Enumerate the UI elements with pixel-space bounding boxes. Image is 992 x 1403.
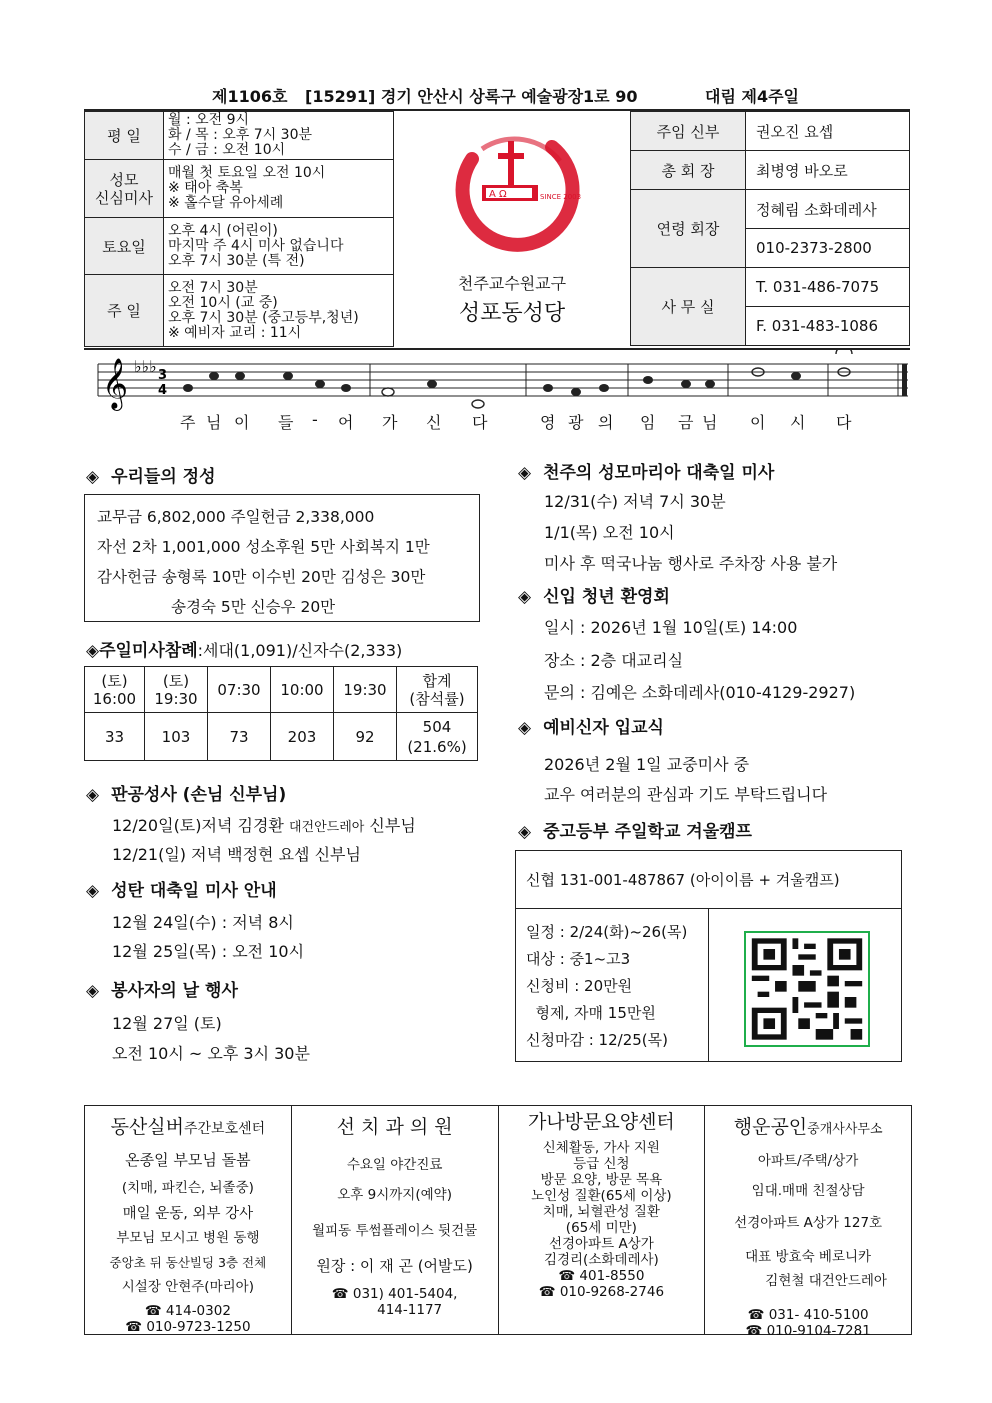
qr-code-icon	[744, 931, 870, 1047]
attendance-value-row: 33 103 73 203 92 504 (21.6%)	[85, 713, 478, 761]
staff-row: 연령 회장 정혜림 소화데레사	[631, 190, 910, 229]
info-block	[84, 109, 910, 350]
staff-row: 총 회 장 최병영 바오로	[631, 151, 910, 190]
attendance-table	[84, 666, 478, 761]
parish-logo-area	[394, 111, 630, 348]
lyric-syllable: 다	[836, 413, 852, 432]
volunteer-heading: ◈ 봉사자의 날 행사	[86, 981, 238, 1001]
confession-line: 12/21(일) 저녁 백정현 요셉 신부님	[112, 845, 361, 864]
lyric-syllable: 이	[234, 413, 250, 432]
christmas-heading: ◈ 성탄 대축일 미사 안내	[86, 881, 277, 901]
ad-dongsan-silver: 동산실버주간보호센터 온종일 부모님 돌봄 (치매, 파킨슨, 뇌졸중) 매일 운동, 외부 강사 부모님 모시고 병원 동행 중앙초 뒤 동산빌딩 3층 전체 시설장 안현주(마리아) ☎ 414-0302 ☎ 010-9723-1250	[85, 1106, 292, 1334]
phone-icon: ☎	[538, 1284, 560, 1300]
schedule-label: 주 일	[85, 275, 164, 347]
phone-icon: ☎	[331, 1286, 353, 1302]
lyric-syllable: 어	[338, 413, 354, 432]
logo-letters: A Ω	[489, 189, 507, 200]
lyric-syllable: 다	[472, 413, 488, 432]
staff-row: F. 031-483-1086	[631, 307, 910, 346]
phone-icon: ☎	[144, 1303, 166, 1319]
lyric-syllable: 신	[426, 413, 442, 432]
catechumen-heading: ◈ 예비신자 입교식	[518, 718, 664, 738]
youth-heading: ◈ 신입 청년 환영회	[518, 587, 670, 607]
lyric-syllable: 이	[750, 413, 766, 432]
svg-text:𝄞: 𝄞	[102, 358, 129, 409]
camp-box: 신협 131-001-487867 (아이이름 + 겨울캠프) 일정 : 2/24(화)~26(목) 대상 : 중1~고3 신청비 : 20만원 형제, 자매 15만원 신청마감 : 12/25(목)	[515, 850, 902, 1062]
lyric-syllable: 들	[278, 413, 294, 432]
phone-icon: ☎	[747, 1307, 769, 1323]
lyric-syllable: 시	[790, 413, 806, 432]
phone-icon: ☎	[125, 1319, 147, 1335]
staff-row: 010-2373-2800	[631, 229, 910, 268]
schedule-lines: 매월 첫 토요일 오전 10시 ※ 태아 축복 ※ 홀수달 유아세례	[164, 160, 394, 218]
diocese-name: 천주교수원교구	[457, 274, 567, 293]
offering-heading: ◈ 우리들의 정성	[86, 467, 216, 487]
parish-address: [15291] 경기 안산시 상록구 예술광장1로 90	[305, 87, 638, 106]
schedule-lines: 오후 4시 (어린이) 마지막 주 4시 미사 없습니다 오후 7시 30분 (특 전)	[164, 218, 394, 275]
diamond-bullet-icon: ◈	[518, 463, 532, 483]
diamond-bullet-icon: ◈	[86, 641, 100, 661]
schedule-label: 평 일	[85, 112, 164, 160]
schedule-row-saturday	[85, 218, 394, 275]
camp-heading: ◈ 중고등부 주일학교 겨울캠프	[518, 822, 752, 842]
diamond-bullet-icon: ◈	[86, 881, 100, 901]
schedule-row-sunday	[85, 275, 394, 347]
mass-schedule-table	[84, 111, 394, 347]
ad-haengun-realty: 행운공인중개사사무소 아파트/주택/상가 임대.매매 친절상담 선경아파트 A상가 127호 대표 방효숙 베로니카 김현철 대건안드레아 ☎ 031- 410-5100 ☎ 010-9104-7281	[733, 1116, 887, 1339]
parish-logo-icon	[442, 119, 582, 259]
lyric-syllable: 님	[206, 413, 222, 432]
ad-gana-care: 가나방문요양센터 신체활동, 가사 지원 등급 신청 방문 요양, 방문 목욕 노인성 질환(65세 이상) 치매, 뇌혈관성 질환 (65세 미만) 선경아파트 A상가 김경리(소화데레사) ☎ 401-8550 ☎ 010-9268-2746	[499, 1106, 706, 1334]
diamond-bullet-icon: ◈	[518, 822, 532, 842]
schedule-row-weekday	[85, 112, 394, 160]
svg-text:♭♭♭: ♭♭♭	[134, 357, 157, 376]
schedule-row-marian	[85, 160, 394, 218]
schedule-label: 성모 신심미사	[85, 160, 164, 218]
staff-row: 주임 신부 권오진 요셉	[631, 112, 910, 151]
svg-text:3: 3	[158, 368, 168, 383]
camp-account: 신협 131-001-487867 (아이이름 + 겨울캠프)	[526, 871, 840, 889]
offering-box: 교무금 6,802,000 주일헌금 2,338,000 자선 2차 1,001,000 성소후원 5만 사회복지 1만 감사헌금 송형록 10만 이수빈 20만 김성은 30만 송경숙 5만 신승우 20만	[84, 494, 480, 622]
lyric-syllable: -	[312, 410, 318, 429]
issue-number: 제1106호	[212, 87, 288, 106]
parish-name: 성포동성당	[458, 301, 566, 326]
svg-text:4: 4	[158, 383, 168, 398]
mary-mass-heading: ◈ 천주의 성모마리아 대축일 미사	[518, 463, 775, 483]
staff-table	[630, 111, 910, 346]
diamond-bullet-icon: ◈	[86, 785, 100, 805]
lyrics-line	[88, 410, 910, 434]
attendance-header-row: (토) 16:00 (토) 19:30 07:30 10:00 19:30 합계 (참석률)	[85, 667, 478, 713]
phone-icon: ☎	[558, 1268, 580, 1284]
diamond-bullet-icon: ◈	[518, 718, 532, 738]
lyric-syllable: 주	[180, 413, 196, 432]
confession-heading: ◈ 판공성사 (손님 신부님)	[86, 785, 287, 805]
music-score	[88, 350, 910, 440]
schedule-lines: 오전 7시 30분 오전 10시 (교 중) 오후 7시 30분 (중고등부,청년) ※ 예비자 교리 : 11시	[164, 275, 394, 347]
lyric-syllable: 가	[382, 413, 398, 432]
lyric-syllable: 금	[678, 413, 694, 432]
ad-sun-dental: 선 치 과 의 원 수요일 야간진료 오후 9시까지(예약) 월피동 투썸플레이스 뒷건물 원장 : 이 재 곤 (어발도) ☎ 031) 401-5404, 414-1177	[292, 1106, 499, 1334]
liturgical-season: 대림 제4주일	[705, 87, 799, 106]
schedule-label: 토요일	[85, 218, 164, 275]
staff-row: 사 무 실 T. 031-486-7075	[631, 268, 910, 307]
sponsor-ads	[84, 1105, 912, 1339]
diamond-bullet-icon: ◈	[86, 467, 100, 487]
phone-icon: ☎	[745, 1323, 767, 1339]
lyric-syllable: 영	[540, 413, 556, 432]
lyric-syllable: 의	[598, 413, 614, 432]
diamond-bullet-icon: ◈	[86, 981, 100, 1001]
logo-since: SINCE 2003	[540, 193, 582, 201]
lyric-syllable: 임	[640, 413, 656, 432]
lyric-syllable: 광	[568, 413, 584, 432]
lyric-syllable: 님	[702, 413, 718, 432]
schedule-lines: 월 : 오전 9시 화 / 목 : 오후 7시 30분 수 / 금 : 오전 10시	[164, 112, 394, 160]
diamond-bullet-icon: ◈	[518, 587, 532, 607]
confession-line: 12/20일(토)저녁 김경환 대건안드레아 신부님	[112, 816, 416, 835]
attendance-heading: ◈주일미사참례:세대(1,091)/신자수(2,333)	[86, 641, 403, 661]
